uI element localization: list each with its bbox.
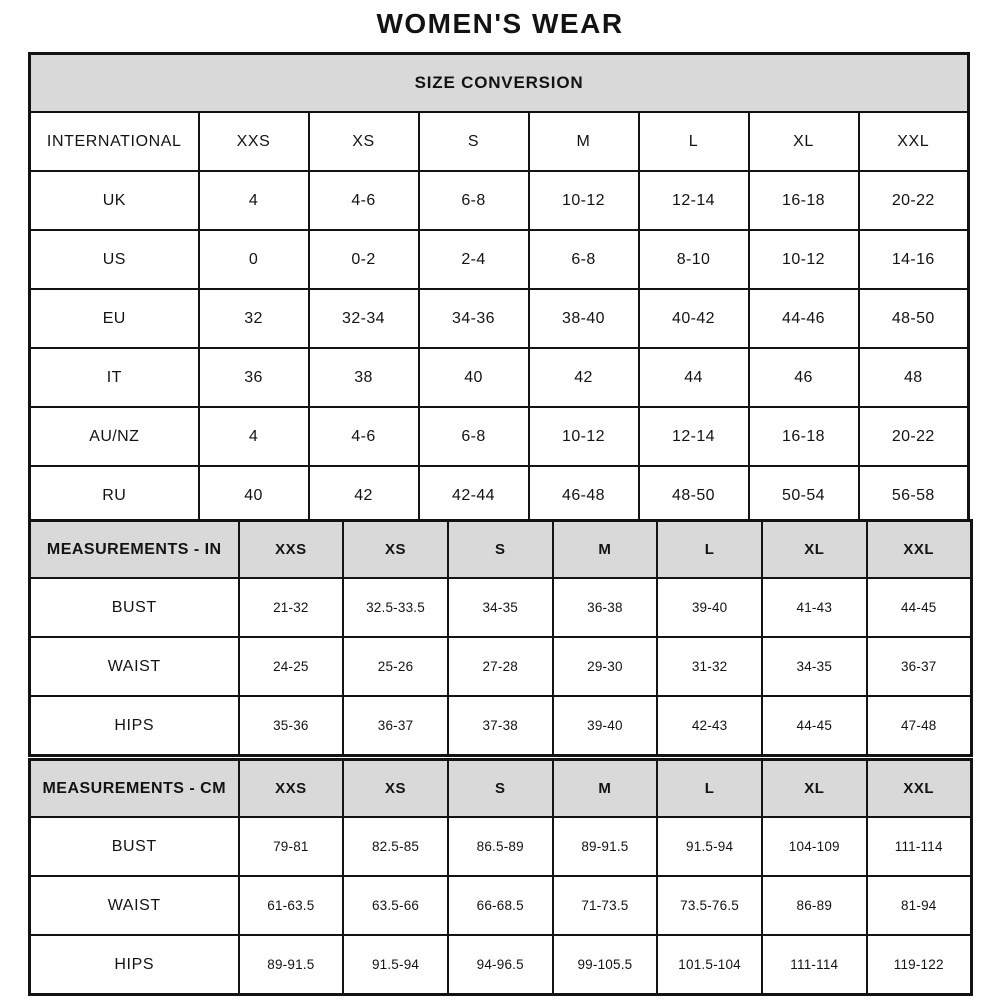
table-cell: 48-50 (639, 466, 749, 526)
table-cell: 6-8 (419, 407, 529, 466)
table-cell: 44-45 (762, 696, 867, 756)
table-cell: 12-14 (639, 171, 749, 230)
row-label-waist: WAIST (30, 637, 239, 696)
col-header-xxl: XXL (867, 521, 972, 579)
row-label-ru: RU (30, 466, 199, 526)
table-cell: 12-14 (639, 407, 749, 466)
table-cell: 42 (529, 348, 639, 407)
measurements-in-heading: MEASUREMENTS - IN (30, 521, 239, 579)
table-cell: 10-12 (749, 230, 859, 289)
col-header-xxs: XXS (239, 521, 344, 579)
table-cell: 50-54 (749, 466, 859, 526)
table-row-bust-cm (30, 817, 972, 876)
table-cell: 99-105.5 (553, 935, 658, 995)
table-cell: 31-32 (657, 637, 762, 696)
row-label-hips: HIPS (30, 935, 239, 995)
table-cell: 36 (199, 348, 309, 407)
col-header-l: L (657, 760, 762, 818)
table-cell: 27-28 (448, 637, 553, 696)
table-row-uk (30, 171, 969, 230)
col-header-xl: XL (749, 112, 859, 171)
col-header-international: INTERNATIONAL (30, 112, 199, 171)
table-cell: 0 (199, 230, 309, 289)
table-cell: 6-8 (529, 230, 639, 289)
table-row-hips-cm (30, 935, 972, 995)
table-cell: 42-43 (657, 696, 762, 756)
table-cell: 44-46 (749, 289, 859, 348)
table-cell: 63.5-66 (343, 876, 448, 935)
table-cell: 4-6 (309, 171, 419, 230)
table-cell: 47-48 (867, 696, 972, 756)
table-cell: 10-12 (529, 407, 639, 466)
table-cell: 4 (199, 171, 309, 230)
table-cell: 32.5-33.5 (343, 578, 448, 637)
table-row-ru (30, 466, 969, 526)
table-row-bust-in (30, 578, 972, 637)
table-cell: 0-2 (309, 230, 419, 289)
table-cell: 6-8 (419, 171, 529, 230)
table-cell: 42 (309, 466, 419, 526)
measurements-in-table (28, 519, 973, 757)
table-cell: 34-35 (448, 578, 553, 637)
col-header-xl: XL (762, 760, 867, 818)
table-cell: 81-94 (867, 876, 972, 935)
table-cell: 8-10 (639, 230, 749, 289)
table-row-it (30, 348, 969, 407)
table-cell: 66-68.5 (448, 876, 553, 935)
size-conversion-table (28, 52, 970, 527)
table-cell: 36-37 (867, 637, 972, 696)
table-cell: 61-63.5 (239, 876, 344, 935)
table-cell: 16-18 (749, 407, 859, 466)
row-label-uk: UK (30, 171, 199, 230)
table-row-hips-in (30, 696, 972, 756)
table-cell: 111-114 (762, 935, 867, 995)
table-row-waist-cm (30, 876, 972, 935)
table-cell: 14-16 (859, 230, 969, 289)
table-cell: 44 (639, 348, 749, 407)
table-cell: 34-36 (419, 289, 529, 348)
col-header-s: S (419, 112, 529, 171)
table-header-row (30, 54, 969, 113)
table-cell: 29-30 (553, 637, 658, 696)
col-header-m: M (553, 521, 658, 579)
col-header-xl: XL (762, 521, 867, 579)
table-row-us (30, 230, 969, 289)
table-cell: 41-43 (762, 578, 867, 637)
table-cell: 34-35 (762, 637, 867, 696)
table-cell: 39-40 (553, 696, 658, 756)
table-cell: 40-42 (639, 289, 749, 348)
table-cell: 48-50 (859, 289, 969, 348)
column-header-row (30, 112, 969, 171)
col-header-xs: XS (309, 112, 419, 171)
row-label-waist: WAIST (30, 876, 239, 935)
table-cell: 39-40 (657, 578, 762, 637)
table-cell: 94-96.5 (448, 935, 553, 995)
row-label-aunz: AU/NZ (30, 407, 199, 466)
table-cell: 40 (419, 348, 529, 407)
col-header-xs: XS (343, 521, 448, 579)
table-cell: 82.5-85 (343, 817, 448, 876)
table-cell: 4-6 (309, 407, 419, 466)
col-header-s: S (448, 760, 553, 818)
table-cell: 25-26 (343, 637, 448, 696)
measurements-cm-table (28, 758, 973, 996)
table-cell: 20-22 (859, 171, 969, 230)
row-label-hips: HIPS (30, 696, 239, 756)
col-header-xxs: XXS (199, 112, 309, 171)
measurements-in-header-row (30, 521, 972, 579)
row-label-us: US (30, 230, 199, 289)
col-header-s: S (448, 521, 553, 579)
table-cell: 73.5-76.5 (657, 876, 762, 935)
table-cell: 36-38 (553, 578, 658, 637)
table-row-waist-in (30, 637, 972, 696)
table-cell: 111-114 (867, 817, 972, 876)
table-cell: 79-81 (239, 817, 344, 876)
row-label-bust: BUST (30, 817, 239, 876)
table-cell: 32 (199, 289, 309, 348)
col-header-l: L (639, 112, 749, 171)
col-header-xxl: XXL (859, 112, 969, 171)
col-header-xxl: XXL (867, 760, 972, 818)
table-cell: 46-48 (529, 466, 639, 526)
table-cell: 89-91.5 (239, 935, 344, 995)
measurements-cm-header-row (30, 760, 972, 818)
table-cell: 91.5-94 (343, 935, 448, 995)
table-cell: 101.5-104 (657, 935, 762, 995)
col-header-l: L (657, 521, 762, 579)
page-title: WOMEN'S WEAR (376, 8, 624, 39)
table-cell: 119-122 (867, 935, 972, 995)
table-cell: 48 (859, 348, 969, 407)
table-cell: 42-44 (419, 466, 529, 526)
table-cell: 86.5-89 (448, 817, 553, 876)
table-cell: 89-91.5 (553, 817, 658, 876)
table-cell: 104-109 (762, 817, 867, 876)
col-header-m: M (529, 112, 639, 171)
table-cell: 21-32 (239, 578, 344, 637)
table-cell: 2-4 (419, 230, 529, 289)
table-cell: 71-73.5 (553, 876, 658, 935)
col-header-m: M (553, 760, 658, 818)
size-conversion-heading: SIZE CONVERSION (30, 54, 969, 113)
table-cell: 32-34 (309, 289, 419, 348)
table-cell: 40 (199, 466, 309, 526)
table-cell: 91.5-94 (657, 817, 762, 876)
table-cell: 38 (309, 348, 419, 407)
col-header-xs: XS (343, 760, 448, 818)
table-cell: 10-12 (529, 171, 639, 230)
row-label-it: IT (30, 348, 199, 407)
table-cell: 44-45 (867, 578, 972, 637)
table-cell: 16-18 (749, 171, 859, 230)
table-cell: 20-22 (859, 407, 969, 466)
table-cell: 36-37 (343, 696, 448, 756)
table-row-eu (30, 289, 969, 348)
row-label-bust: BUST (30, 578, 239, 637)
table-cell: 38-40 (529, 289, 639, 348)
table-cell: 86-89 (762, 876, 867, 935)
table-row-aunz (30, 407, 969, 466)
row-label-eu: EU (30, 289, 199, 348)
table-cell: 37-38 (448, 696, 553, 756)
table-cell: 35-36 (239, 696, 344, 756)
table-cell: 56-58 (859, 466, 969, 526)
col-header-xxs: XXS (239, 760, 344, 818)
measurements-cm-heading: MEASUREMENTS - CM (30, 760, 239, 818)
table-cell: 46 (749, 348, 859, 407)
table-cell: 24-25 (239, 637, 344, 696)
table-cell: 4 (199, 407, 309, 466)
